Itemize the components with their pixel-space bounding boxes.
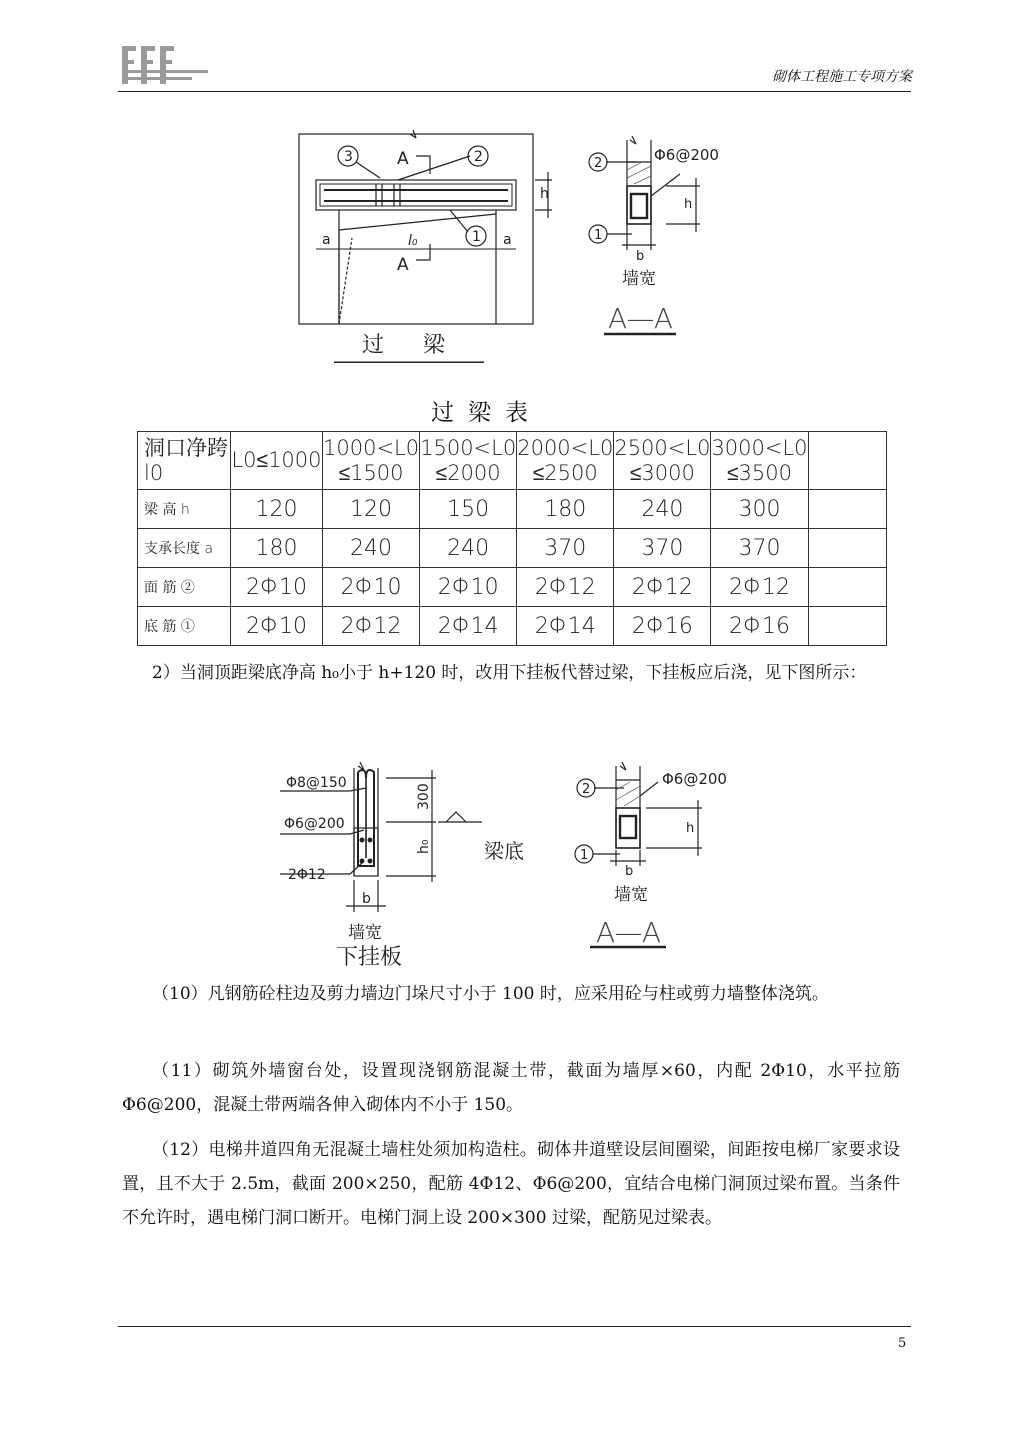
table-row — [138, 529, 887, 568]
hanging-slab-section-figure — [570, 760, 740, 955]
lintel-section-figure — [582, 136, 742, 336]
table-row — [138, 568, 887, 607]
header-rule — [118, 91, 911, 92]
table-header-cell: 3000<L0 ≤3500 — [711, 432, 808, 490]
footer-rule — [118, 1326, 911, 1327]
table-header-row — [138, 432, 887, 490]
dim-300: 300 — [416, 783, 432, 810]
section-mark-top: A — [397, 149, 409, 169]
table-cell: 2Φ16 — [711, 607, 808, 646]
table-cell: 支承长度 a — [138, 529, 231, 568]
callout-2-label: 2 — [474, 149, 483, 165]
table-cell — [808, 607, 886, 646]
section-dim-h: h — [684, 197, 693, 212]
section2-title: A—A — [596, 916, 662, 949]
table-header-cell: 1500<L0 ≤2000 — [420, 432, 517, 490]
table-cell: 180 — [231, 529, 323, 568]
rebar-top-label: Φ8@150 — [286, 775, 347, 791]
table-cell: 370 — [711, 529, 808, 568]
lintel-table — [137, 431, 887, 646]
table-cell: 2Φ10 — [420, 568, 517, 607]
table-cell: 370 — [614, 529, 711, 568]
callout-3-label: 3 — [344, 149, 353, 165]
table-cell: 梁 高 h — [138, 490, 231, 529]
table-cell: 面 筋 ② — [138, 568, 231, 607]
section-callout-2: 2 — [594, 156, 603, 171]
table-header-cell: 2000<L0 ≤2500 — [517, 432, 614, 490]
table-cell: 240 — [614, 490, 711, 529]
rebar-bottom-label: 2Φ12 — [288, 867, 326, 883]
dim-a-right: a — [503, 232, 512, 248]
page-number: 5 — [898, 1336, 907, 1351]
section-wall-width: 墙宽 — [622, 269, 656, 289]
company-logo — [122, 44, 208, 92]
section2-callout-2: 2 — [582, 782, 591, 797]
table-cell: 120 — [231, 490, 323, 529]
section-stirrup: Φ6@200 — [654, 146, 719, 164]
wall-width-label: 墙宽 — [348, 923, 382, 943]
dim-b: b — [362, 891, 371, 907]
beam-bottom-label: 梁底 — [484, 839, 524, 863]
callout-1-label: 1 — [472, 229, 481, 245]
table-cell — [808, 490, 886, 529]
table-cell: 300 — [711, 490, 808, 529]
paragraph-11: （11）砌筑外墙窗台处，设置现浇钢筋混凝土带，截面为墙厚×60，内配 2Φ10，水平拉筋Φ6@200，混凝土带两端各伸入砌体内不小于 150。 — [122, 1061, 900, 1115]
table-header-cell: L0≤1000 — [231, 432, 323, 490]
table-cell: 150 — [420, 490, 517, 529]
table-cell: 底 筋 ① — [138, 607, 231, 646]
table-row — [138, 607, 887, 646]
table-cell: 370 — [517, 529, 614, 568]
section-mark-bottom: A — [397, 255, 409, 275]
hanging-slab-title: 下挂板 — [336, 945, 403, 970]
section2-dim-b: b — [625, 864, 634, 879]
table-header-cell: 1000<L0 ≤1500 — [323, 432, 420, 490]
table-header-cell — [808, 432, 886, 490]
table-cell: 2Φ10 — [323, 568, 420, 607]
table-cell: 240 — [420, 529, 517, 568]
table-cell: 240 — [323, 529, 420, 568]
dim-h: h — [540, 186, 549, 202]
rebar-mid-label: Φ6@200 — [284, 816, 345, 832]
dim-l0: l₀ — [408, 233, 418, 249]
table-cell: 2Φ12 — [517, 568, 614, 607]
section2-stirrup: Φ6@200 — [662, 770, 727, 788]
paragraph-12: （12）电梯井道四角无混凝土墙柱处须加构造柱。砌体井道壁设层间圈梁，间距按电梯厂家要求设置，且不大于 2.5m，截面 200×250，配筋 4Φ12、Φ6@200，宜结合电梯门洞顶过梁布置。当条件不允许时，遇电梯门洞口断开。电梯门洞上设 200×300 过梁，配筋见过梁表。 — [122, 1140, 900, 1228]
lintel-table-title: 过梁表 — [431, 400, 542, 426]
table-cell: 120 — [323, 490, 420, 529]
section2-dim-h: h — [686, 821, 695, 836]
table-cell: 2Φ12 — [614, 568, 711, 607]
table-cell: 180 — [517, 490, 614, 529]
table-header-cell: 洞口净跨 l0 — [138, 432, 231, 490]
dim-a-left: a — [322, 232, 331, 248]
dim-h0: h₀ — [416, 839, 432, 854]
paragraph-10: （10）凡钢筋砼柱边及剪力墙边门垛尺寸小于 100 时，应采用砼与柱或剪力墙整体浇筑。 — [152, 984, 829, 1004]
table-cell: 2Φ14 — [420, 607, 517, 646]
table-header-cell: 2500<L0 ≤3000 — [614, 432, 711, 490]
section-callout-1: 1 — [594, 228, 603, 243]
table-cell: 2Φ14 — [517, 607, 614, 646]
section2-wall-width: 墙宽 — [614, 885, 648, 905]
table-row — [138, 490, 887, 529]
section-title: A—A — [608, 302, 674, 335]
table-cell: 2Φ12 — [711, 568, 808, 607]
table-cell: 2Φ10 — [231, 607, 323, 646]
table-cell: 2Φ16 — [614, 607, 711, 646]
table-cell — [808, 568, 886, 607]
table-cell: 2Φ10 — [231, 568, 323, 607]
table-cell: 2Φ12 — [323, 607, 420, 646]
paragraph-hanging-slab: 2）当洞顶距梁底净高 h₀小于 h+120 时，改用下挂板代替过梁，下挂板应后浇，见下图所示： — [152, 663, 867, 683]
table-cell — [808, 529, 886, 568]
header-title: 砌体工程施工专项方案 — [772, 69, 912, 85]
hanging-slab-figure — [270, 758, 540, 973]
section2-callout-1: 1 — [580, 848, 589, 863]
section-dim-b: b — [636, 249, 645, 264]
lintel-figure-title: 过 梁 — [362, 333, 461, 358]
